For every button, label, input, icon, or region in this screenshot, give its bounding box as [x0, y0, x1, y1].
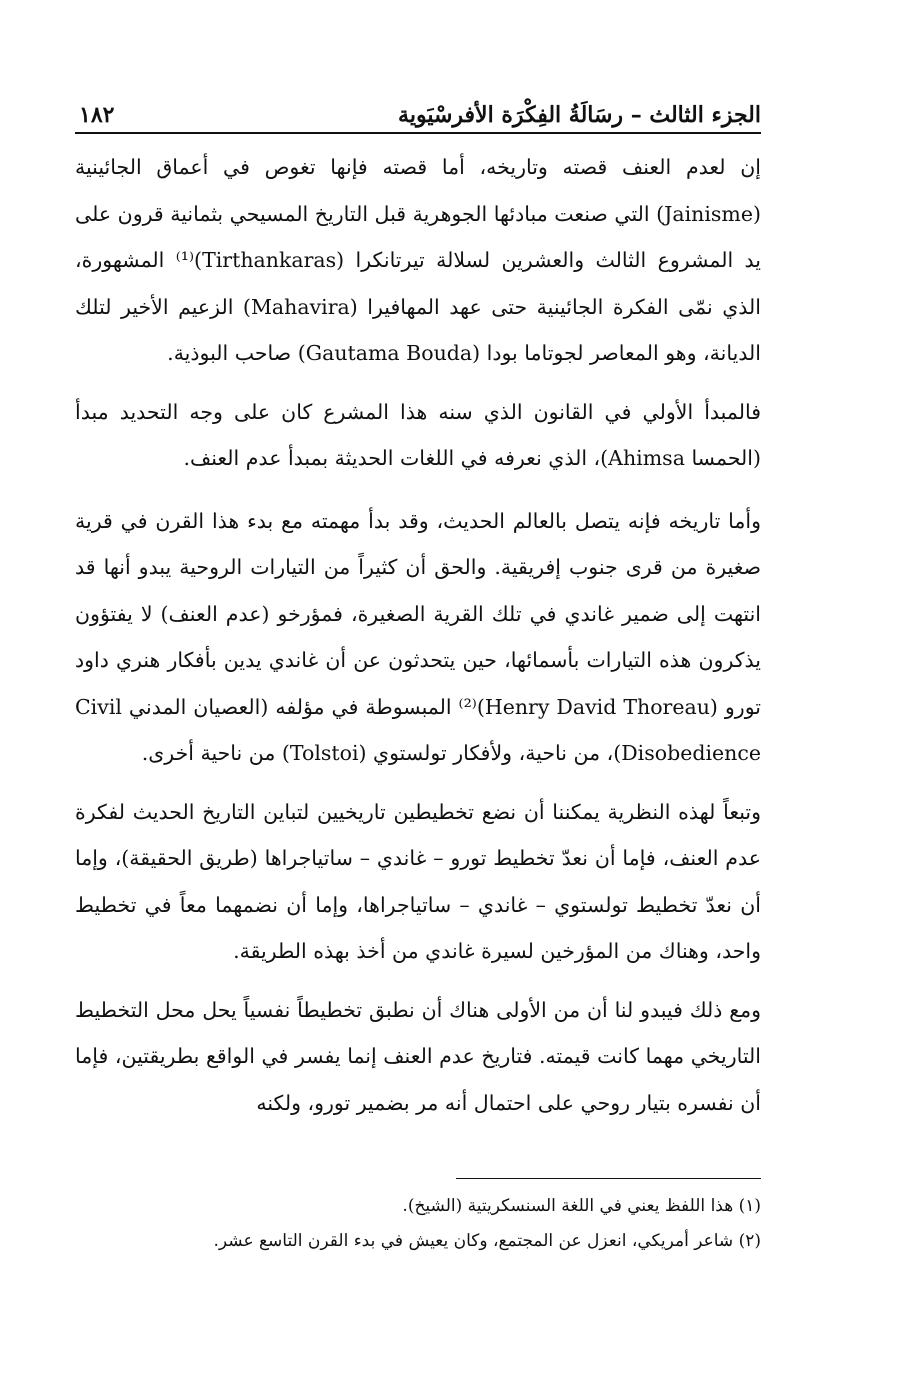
paragraph: إن لعدم العنف قصته وتاريخه، أما قصته فإنها تغوص في أعماق الجائينية (Jainisme) التي صنعت مبادئها الجوهرية قبل التاريخ المسيحي بثمانية قرون على يد المشروع الثالث والعشرين لسلالة تيرتانكرا (Tirthankaras)⁽¹⁾ المشهورة، الذي نمّى الفكرة الجائينية حتى عهد المهافيرا (Mahavira) الزعيم الأخير لتلك الديانة، وهو المعاصر لجوتاما بودا (Gautama Bouda) صاحب البوذية. — [75, 155, 761, 365]
footnotes — [75, 1178, 761, 1259]
footnote: (٢) شاعر أمريكي، انعزل عن المجتمع، وكان يعيش في بدء القرن التاسع عشر. — [213, 1231, 761, 1251]
footnote: (١) هذا اللفظ يعني في اللغة السنسكريتية (الشيخ). — [402, 1196, 761, 1216]
paragraph: وأما تاريخه فإنه يتصل بالعالم الحديث، وقد بدأ مهمته مع بدء هذا القرن في قرية صغيرة من قرى جنوب إفريقية. والحق أن كثيراً من التيارات الروحية يبدو أنها قد انتهت إلى ضمير غاندي في تلك القرية الصغيرة، فمؤرخو (عدم العنف) لا يفتؤون يذكرون هذه التيارات بأسمائها، حين يتحدثون عن أن غاندي يدين بأفكار هنري داود تورو (Henry David Thoreau)⁽²⁾ المبسوطة في مؤلفه (العصيان المدني Civil Disobedience)، من ناحية، ولأفكار تولستوي (Tolstoi) من ناحية أخرى. — [75, 508, 762, 765]
footnote-divider — [456, 1178, 761, 1179]
paragraph: فالمبدأ الأولي في القانون الذي سنه هذا المشرع كان على وجه التحديد مبدأ (الحمسا Ahimsa)، الذي نعرفه في اللغات الحديثة بمبدأ عدم العنف. — [75, 399, 761, 470]
paragraph: وتبعاً لهذه النظرية يمكننا أن نضع تخطيطين تاريخيين لتباين التاريخ الحديث لفكرة عدم العنف، فإما أن نعدّ تخطيط تورو – غاندي – ساتياجراها (طريق الحقيقة)، وإما أن نعدّ تخطيط تولستوي – غاندي – ساتياجراها، وإما أن نضمهما معاً في تخطيط واحد، وهناك من المؤرخين لسيرة غاندي من أخذ بهذه الطريقة. — [75, 799, 761, 963]
page-number: ١٨٢ — [79, 102, 115, 128]
running-header — [75, 88, 761, 134]
book-page — [75, 88, 761, 1308]
running-title: الجزء الثالث – رسَالَةُ الفِكْرَة الأفرسْيَوية — [398, 102, 761, 128]
paragraph: ومع ذلك فيبدو لنا أن من الأولى هناك أن نطبق تخطيطاً نفسياً يحل محل التخطيط التاريخي مهما كانت قيمته. فتاريخ عدم العنف إنما يفسر في الواقع بطريقتين، فإما أن نفسره بتيار روحي على احتمال أنه مر بضمير تورو، ولكنه — [75, 997, 761, 1115]
page-body — [75, 144, 761, 1126]
